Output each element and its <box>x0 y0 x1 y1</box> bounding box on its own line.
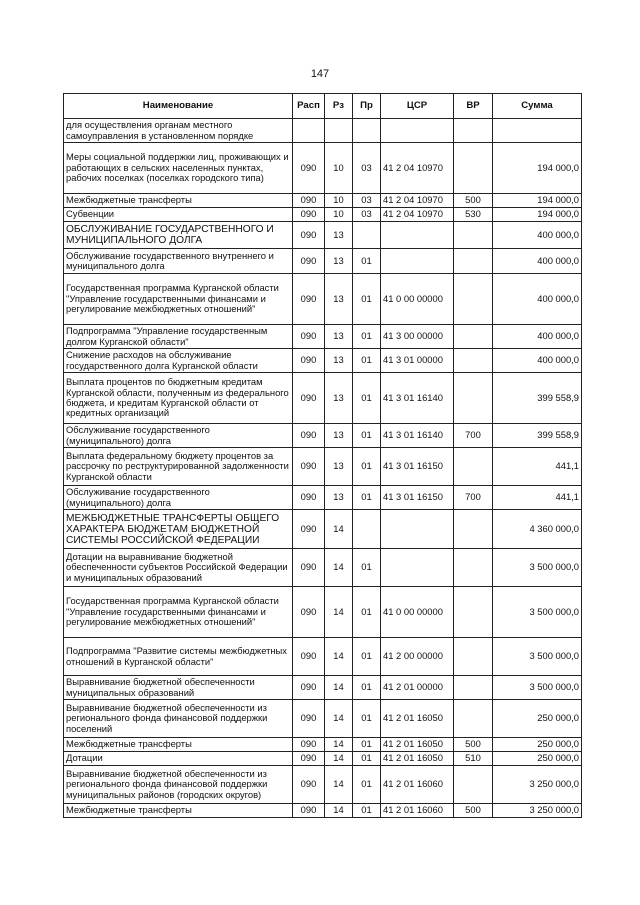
cell-name: Межбюджетные трансферты <box>64 804 293 818</box>
cell-name: Межбюджетные трансферты <box>64 194 293 208</box>
cell-rz: 13 <box>325 373 353 424</box>
cell-rz: 14 <box>325 510 353 549</box>
cell-sum: 194 000,0 <box>493 194 582 208</box>
cell-csr: 41 3 01 16150 <box>381 486 454 510</box>
cell-sum: 400 000,0 <box>493 274 582 325</box>
cell-rasp: 090 <box>293 752 325 766</box>
cell-sum: 3 250 000,0 <box>493 804 582 818</box>
header-pr: Пр <box>353 94 381 119</box>
cell-pr: 01 <box>353 587 381 638</box>
cell-csr: 41 2 04 10970 <box>381 194 454 208</box>
cell-name: для осуществления органам местного самоуправления в установленном порядке <box>64 119 293 143</box>
cell-sum: 3 500 000,0 <box>493 549 582 587</box>
cell-rasp: 090 <box>293 208 325 222</box>
page-number: 147 <box>310 68 330 80</box>
header-vr: ВР <box>454 94 493 119</box>
cell-name: Дотации на выравнивание бюджетной обеспеченности субъектов Российской Федерации и муниципальных образований <box>64 549 293 587</box>
cell-name: Государственная программа Курганской области "Управление государственными финансами и регулирование межбюджетных отношений" <box>64 274 293 325</box>
cell-vr <box>454 325 493 349</box>
header-csr: ЦСР <box>381 94 454 119</box>
cell-rz: 13 <box>325 325 353 349</box>
cell-vr: 500 <box>454 804 493 818</box>
cell-rasp: 090 <box>293 587 325 638</box>
table-row <box>64 424 582 448</box>
table-row <box>64 676 582 700</box>
table-row <box>64 738 582 752</box>
cell-name: МЕЖБЮДЖЕТНЫЕ ТРАНСФЕРТЫ ОБЩЕГО ХАРАКТЕРА БЮДЖЕТАМ БЮДЖЕТНОЙ СИСТЕМЫ РОССИЙСКОЙ ФЕДЕРАЦИИ <box>64 510 293 549</box>
table-row <box>64 194 582 208</box>
cell-name: Меры социальной поддержки лиц, проживающих и работающих в сельских населенных пунктах, рабочих поселках (поселках городского типа) <box>64 143 293 194</box>
cell-rz: 14 <box>325 587 353 638</box>
cell-rasp: 090 <box>293 700 325 738</box>
cell-rasp: 090 <box>293 194 325 208</box>
cell-pr: 01 <box>353 804 381 818</box>
table-row <box>64 510 582 549</box>
cell-rz: 13 <box>325 274 353 325</box>
cell-sum: 3 500 000,0 <box>493 676 582 700</box>
cell-rz: 13 <box>325 424 353 448</box>
table-row <box>64 700 582 738</box>
cell-csr: 41 2 01 16060 <box>381 804 454 818</box>
table-row <box>64 143 582 194</box>
cell-rasp: 090 <box>293 549 325 587</box>
cell-name: Выплата процентов по бюджетным кредитам Курганской области, полученным из федерального бюджета, и кредитам Курганской области от кредитных организаций <box>64 373 293 424</box>
cell-sum: 3 250 000,0 <box>493 766 582 804</box>
header-sum: Сумма <box>493 94 582 119</box>
cell-sum: 3 500 000,0 <box>493 638 582 676</box>
cell-name: ОБСЛУЖИВАНИЕ ГОСУДАРСТВЕННОГО И МУНИЦИПАЛЬНОГО ДОЛГА <box>64 222 293 249</box>
cell-pr: 01 <box>353 349 381 373</box>
cell-csr <box>381 549 454 587</box>
cell-vr <box>454 249 493 274</box>
cell-name: Выравнивание бюджетной обеспеченности из регионального фонда финансовой поддержки муниципальных районов (городских округов) <box>64 766 293 804</box>
cell-name: Выравнивание бюджетной обеспеченности муниципальных образований <box>64 676 293 700</box>
cell-name: Обслуживание государственного внутреннего и муниципального долга <box>64 249 293 274</box>
cell-pr <box>353 510 381 549</box>
cell-pr: 01 <box>353 700 381 738</box>
cell-vr <box>454 373 493 424</box>
cell-vr: 530 <box>454 208 493 222</box>
cell-pr: 01 <box>353 424 381 448</box>
cell-name: Подпрограмма "Развитие системы межбюджетных отношений в Курганской области" <box>64 638 293 676</box>
cell-rasp: 090 <box>293 349 325 373</box>
cell-rasp: 090 <box>293 766 325 804</box>
cell-sum: 400 000,0 <box>493 349 582 373</box>
cell-rasp: 090 <box>293 424 325 448</box>
cell-pr: 01 <box>353 373 381 424</box>
table-row <box>64 549 582 587</box>
cell-vr <box>454 766 493 804</box>
cell-csr <box>381 119 454 143</box>
cell-csr <box>381 510 454 549</box>
cell-rasp: 090 <box>293 738 325 752</box>
cell-csr: 41 0 00 00000 <box>381 274 454 325</box>
cell-pr: 01 <box>353 676 381 700</box>
cell-vr: 510 <box>454 752 493 766</box>
cell-rz: 13 <box>325 448 353 486</box>
cell-pr <box>353 119 381 143</box>
cell-sum: 250 000,0 <box>493 700 582 738</box>
cell-vr <box>454 676 493 700</box>
table-row <box>64 638 582 676</box>
cell-vr <box>454 587 493 638</box>
cell-csr: 41 2 01 16050 <box>381 738 454 752</box>
cell-vr <box>454 222 493 249</box>
table-row <box>64 804 582 818</box>
table-row <box>64 119 582 143</box>
cell-rz: 13 <box>325 486 353 510</box>
cell-csr: 41 3 01 16140 <box>381 373 454 424</box>
cell-pr: 01 <box>353 766 381 804</box>
cell-rasp: 090 <box>293 638 325 676</box>
cell-name: Выравнивание бюджетной обеспеченности из регионального фонда финансовой поддержки поселений <box>64 700 293 738</box>
cell-rasp: 090 <box>293 373 325 424</box>
cell-rasp: 090 <box>293 448 325 486</box>
cell-sum: 400 000,0 <box>493 222 582 249</box>
header-name: Наименование <box>64 94 293 119</box>
cell-sum: 250 000,0 <box>493 738 582 752</box>
cell-name: Подпрограмма "Управление государственным долгом Курганской области" <box>64 325 293 349</box>
cell-pr: 03 <box>353 208 381 222</box>
cell-csr: 41 2 04 10970 <box>381 208 454 222</box>
cell-rasp: 090 <box>293 804 325 818</box>
cell-rz: 14 <box>325 549 353 587</box>
cell-rasp: 090 <box>293 143 325 194</box>
cell-rz: 14 <box>325 700 353 738</box>
cell-csr: 41 3 01 16140 <box>381 424 454 448</box>
table-row <box>64 349 582 373</box>
cell-vr <box>454 549 493 587</box>
cell-csr: 41 0 00 00000 <box>381 587 454 638</box>
table-row <box>64 587 582 638</box>
table-header-row <box>64 94 582 119</box>
table-row <box>64 766 582 804</box>
cell-pr: 01 <box>353 549 381 587</box>
cell-sum: 400 000,0 <box>493 249 582 274</box>
cell-csr <box>381 249 454 274</box>
cell-rz <box>325 119 353 143</box>
cell-rz: 10 <box>325 143 353 194</box>
header-rasp: Расп <box>293 94 325 119</box>
table-row <box>64 222 582 249</box>
cell-rz: 13 <box>325 249 353 274</box>
cell-vr <box>454 143 493 194</box>
cell-pr: 01 <box>353 738 381 752</box>
cell-sum: 3 500 000,0 <box>493 587 582 638</box>
cell-sum: 194 000,0 <box>493 208 582 222</box>
cell-csr <box>381 222 454 249</box>
cell-rasp: 090 <box>293 325 325 349</box>
cell-vr <box>454 349 493 373</box>
cell-pr: 01 <box>353 274 381 325</box>
cell-rz: 14 <box>325 766 353 804</box>
cell-vr <box>454 510 493 549</box>
cell-sum: 441,1 <box>493 486 582 510</box>
cell-rz: 14 <box>325 676 353 700</box>
cell-rasp: 090 <box>293 274 325 325</box>
cell-vr: 500 <box>454 194 493 208</box>
cell-rasp <box>293 119 325 143</box>
cell-vr: 700 <box>454 424 493 448</box>
cell-rz: 13 <box>325 349 353 373</box>
cell-sum: 399 558,9 <box>493 373 582 424</box>
cell-name: Обслуживание государственного (муниципального) долга <box>64 424 293 448</box>
cell-pr: 03 <box>353 143 381 194</box>
budget-table <box>63 93 582 818</box>
cell-name: Субвенции <box>64 208 293 222</box>
cell-csr: 41 2 01 16050 <box>381 752 454 766</box>
cell-rz: 14 <box>325 804 353 818</box>
cell-sum: 4 360 000,0 <box>493 510 582 549</box>
cell-csr: 41 3 01 00000 <box>381 349 454 373</box>
cell-csr: 41 2 01 16060 <box>381 766 454 804</box>
cell-name: Снижение расходов на обслуживание государственного долга Курганской области <box>64 349 293 373</box>
cell-vr <box>454 638 493 676</box>
cell-vr <box>454 119 493 143</box>
cell-csr: 41 3 01 16150 <box>381 448 454 486</box>
cell-sum: 441,1 <box>493 448 582 486</box>
table-row <box>64 752 582 766</box>
cell-name: Выплата федеральному бюджету процентов за рассрочку по реструктурированной задолженности Курганской области <box>64 448 293 486</box>
cell-name: Дотации <box>64 752 293 766</box>
table-row <box>64 448 582 486</box>
cell-rz: 14 <box>325 752 353 766</box>
cell-csr: 41 2 01 16050 <box>381 700 454 738</box>
cell-pr: 01 <box>353 448 381 486</box>
cell-csr: 41 2 04 10970 <box>381 143 454 194</box>
cell-rz: 14 <box>325 638 353 676</box>
cell-rasp: 090 <box>293 676 325 700</box>
cell-sum: 194 000,0 <box>493 143 582 194</box>
cell-pr <box>353 222 381 249</box>
cell-vr <box>454 448 493 486</box>
cell-sum: 399 558,9 <box>493 424 582 448</box>
cell-pr: 03 <box>353 194 381 208</box>
table-row <box>64 373 582 424</box>
cell-rasp: 090 <box>293 222 325 249</box>
cell-vr <box>454 700 493 738</box>
cell-pr: 01 <box>353 325 381 349</box>
cell-rasp: 090 <box>293 486 325 510</box>
cell-rasp: 090 <box>293 510 325 549</box>
cell-name: Обслуживание государственного (муниципального) долга <box>64 486 293 510</box>
cell-rz: 13 <box>325 222 353 249</box>
cell-pr: 01 <box>353 249 381 274</box>
cell-csr: 41 2 00 00000 <box>381 638 454 676</box>
cell-rz: 10 <box>325 208 353 222</box>
table-row <box>64 486 582 510</box>
cell-pr: 01 <box>353 486 381 510</box>
cell-sum: 250 000,0 <box>493 752 582 766</box>
cell-pr: 01 <box>353 638 381 676</box>
cell-name: Межбюджетные трансферты <box>64 738 293 752</box>
cell-vr: 700 <box>454 486 493 510</box>
cell-sum <box>493 119 582 143</box>
cell-csr: 41 3 00 00000 <box>381 325 454 349</box>
table-row <box>64 208 582 222</box>
table-row <box>64 325 582 349</box>
header-rz: Рз <box>325 94 353 119</box>
cell-pr: 01 <box>353 752 381 766</box>
cell-sum: 400 000,0 <box>493 325 582 349</box>
cell-vr <box>454 274 493 325</box>
cell-rasp: 090 <box>293 249 325 274</box>
cell-name: Государственная программа Курганской области "Управление государственными финансами и регулирование межбюджетных отношений" <box>64 587 293 638</box>
cell-rz: 10 <box>325 194 353 208</box>
cell-vr: 500 <box>454 738 493 752</box>
table-row <box>64 249 582 274</box>
cell-csr: 41 2 01 00000 <box>381 676 454 700</box>
cell-rz: 14 <box>325 738 353 752</box>
table-row <box>64 274 582 325</box>
